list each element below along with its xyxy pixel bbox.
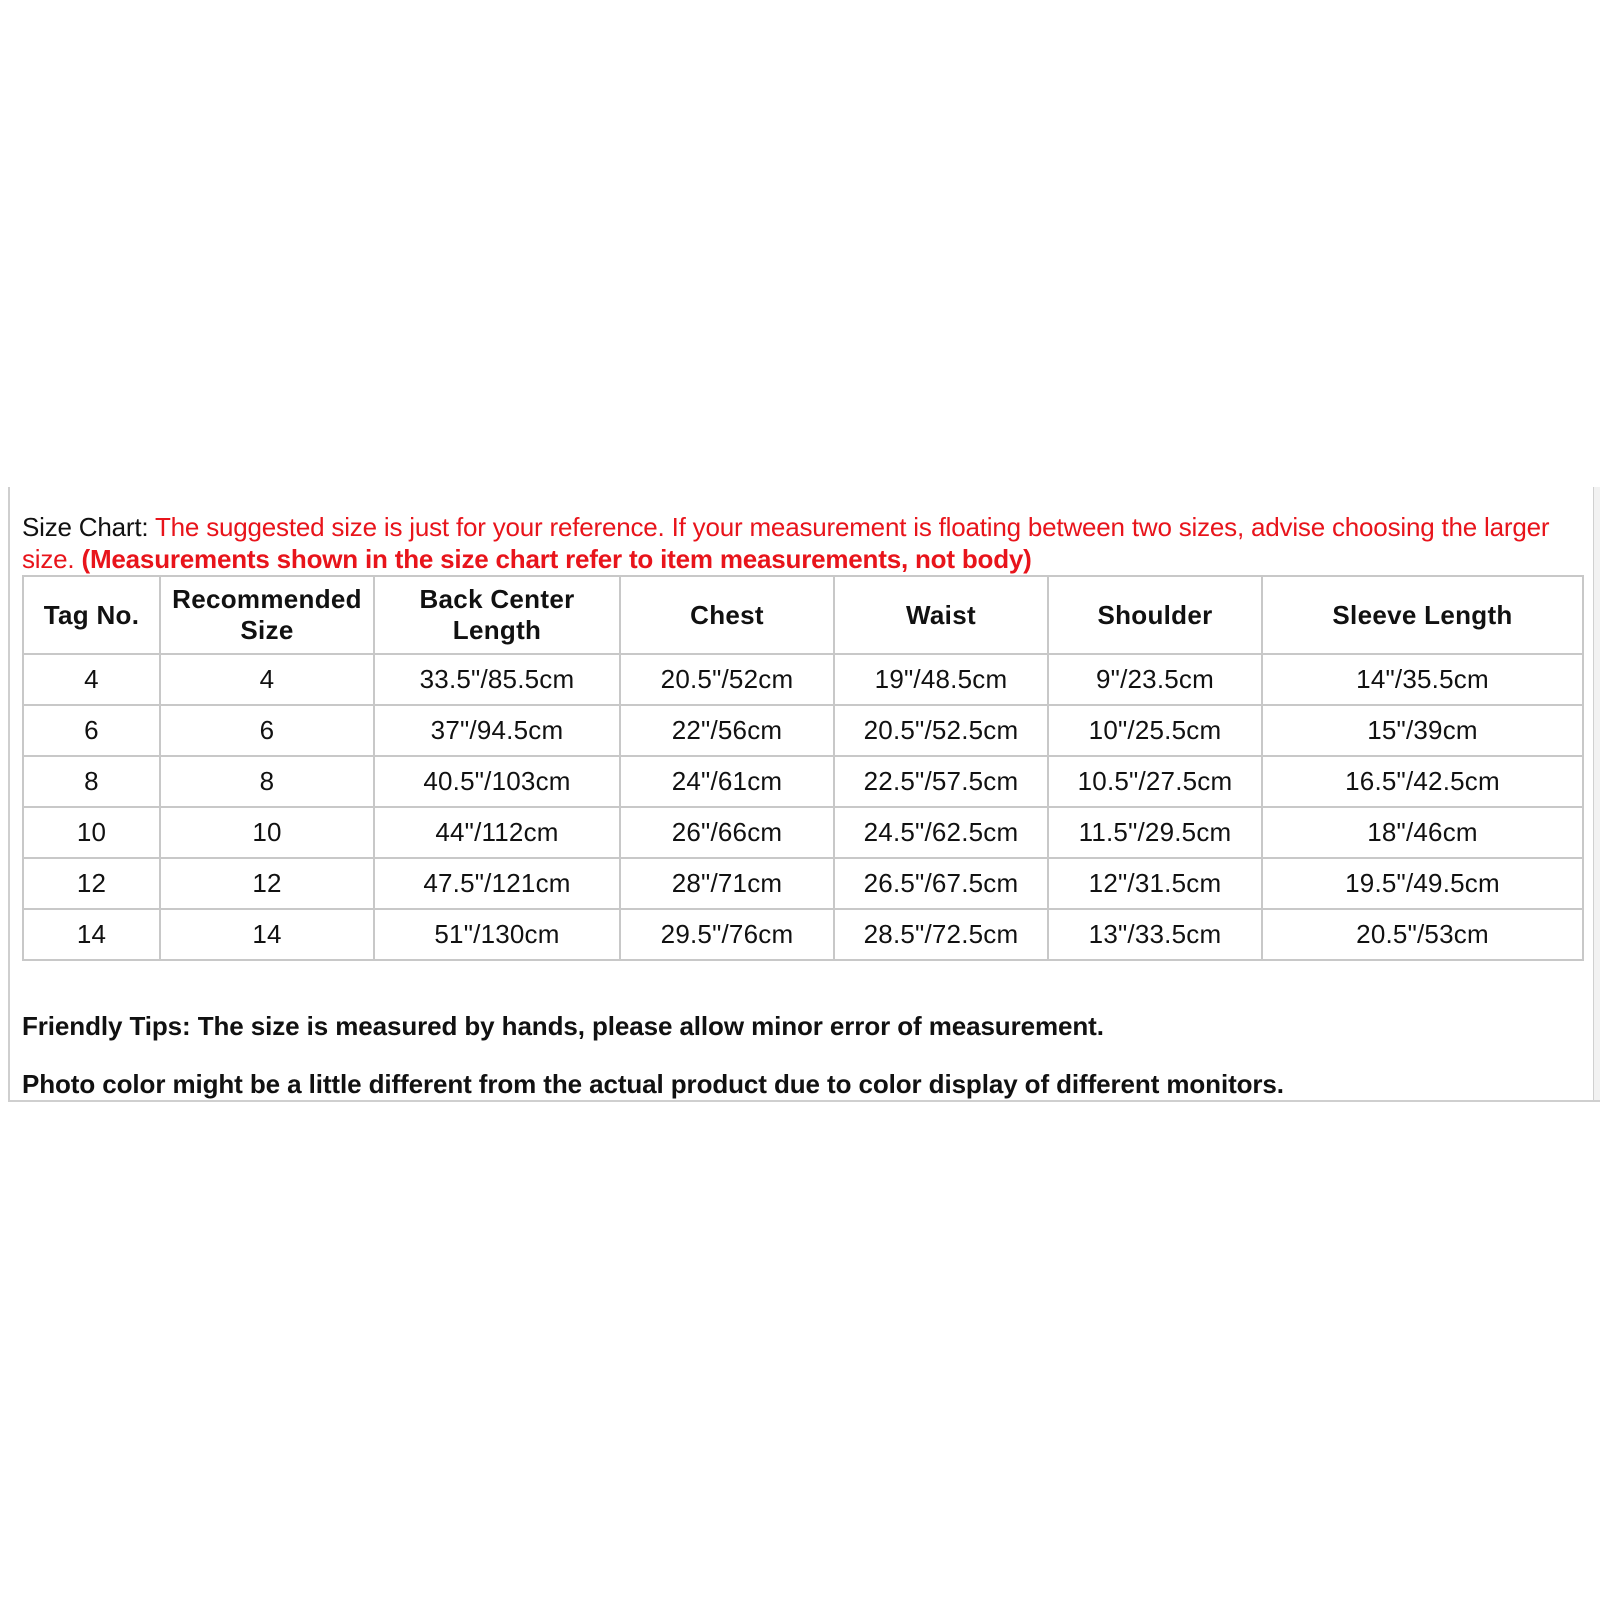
cell-recommended-size: 6 [160, 705, 374, 756]
header-recommended-size: Recommended Size [160, 576, 374, 654]
cell-waist: 19"/48.5cm [834, 654, 1048, 705]
cell-shoulder: 12"/31.5cm [1048, 858, 1262, 909]
cell-waist: 28.5"/72.5cm [834, 909, 1048, 960]
cell-shoulder: 11.5"/29.5cm [1048, 807, 1262, 858]
cell-shoulder: 9"/23.5cm [1048, 654, 1262, 705]
table-row [23, 654, 1583, 705]
cell-back-center-length: 33.5"/85.5cm [374, 654, 620, 705]
cell-shoulder: 10"/25.5cm [1048, 705, 1262, 756]
cell-tag-no: 10 [23, 807, 160, 858]
cell-tag-no: 12 [23, 858, 160, 909]
cell-sleeve-length: 15"/39cm [1262, 705, 1583, 756]
size-chart-label: Size Chart [22, 512, 142, 542]
size-chart-panel [8, 487, 1600, 1102]
header-back-center-length: Back Center Length [374, 576, 620, 654]
cell-shoulder: 13"/33.5cm [1048, 909, 1262, 960]
cell-waist: 22.5"/57.5cm [834, 756, 1048, 807]
cell-back-center-length: 47.5"/121cm [374, 858, 620, 909]
cell-chest: 28"/71cm [620, 858, 834, 909]
measurement-note: (Measurements shown in the size chart refer to item measurements, not body) [81, 544, 1032, 574]
cell-back-center-length: 40.5"/103cm [374, 756, 620, 807]
size-chart-intro [22, 511, 1582, 575]
table-row [23, 705, 1583, 756]
cell-sleeve-length: 18"/46cm [1262, 807, 1583, 858]
scrollbar[interactable] [1593, 487, 1600, 1100]
cell-tag-no: 4 [23, 654, 160, 705]
table-row [23, 807, 1583, 858]
cell-chest: 20.5"/52cm [620, 654, 834, 705]
friendly-tips: Friendly Tips: The size is measured by hands, please allow minor error of measurement. [22, 1011, 1104, 1041]
size-table [22, 575, 1584, 961]
table-row [23, 756, 1583, 807]
cell-shoulder: 10.5"/27.5cm [1048, 756, 1262, 807]
table-row [23, 909, 1583, 960]
cell-recommended-size: 14 [160, 909, 374, 960]
header-tag-no: Tag No. [23, 576, 160, 654]
header-sleeve-length: Sleeve Length [1262, 576, 1583, 654]
photo-color-note: Photo color might be a little different from the actual product due to color display of different monitors. [22, 1069, 1284, 1099]
header-shoulder: Shoulder [1048, 576, 1262, 654]
cell-back-center-length: 37"/94.5cm [374, 705, 620, 756]
cell-back-center-length: 44"/112cm [374, 807, 620, 858]
cell-tag-no: 14 [23, 909, 160, 960]
cell-waist: 26.5"/67.5cm [834, 858, 1048, 909]
cell-waist: 24.5"/62.5cm [834, 807, 1048, 858]
cell-recommended-size: 4 [160, 654, 374, 705]
cell-waist: 20.5"/52.5cm [834, 705, 1048, 756]
cell-chest: 22"/56cm [620, 705, 834, 756]
cell-recommended-size: 12 [160, 858, 374, 909]
header-chest: Chest [620, 576, 834, 654]
cell-back-center-length: 51"/130cm [374, 909, 620, 960]
cell-sleeve-length: 19.5"/49.5cm [1262, 858, 1583, 909]
cell-sleeve-length: 16.5"/42.5cm [1262, 756, 1583, 807]
cell-tag-no: 8 [23, 756, 160, 807]
label-colon: : [141, 512, 155, 542]
reference-note: The suggested size is just for your reference. If your measurement is floating between two sizes, advise choosing the larger size. [22, 512, 1550, 574]
cell-recommended-size: 10 [160, 807, 374, 858]
cell-recommended-size: 8 [160, 756, 374, 807]
cell-chest: 24"/61cm [620, 756, 834, 807]
cell-sleeve-length: 14"/35.5cm [1262, 654, 1583, 705]
cell-tag-no: 6 [23, 705, 160, 756]
cell-chest: 26"/66cm [620, 807, 834, 858]
table-header-row [23, 576, 1583, 654]
cell-sleeve-length: 20.5"/53cm [1262, 909, 1583, 960]
table-row [23, 858, 1583, 909]
cell-chest: 29.5"/76cm [620, 909, 834, 960]
header-waist: Waist [834, 576, 1048, 654]
